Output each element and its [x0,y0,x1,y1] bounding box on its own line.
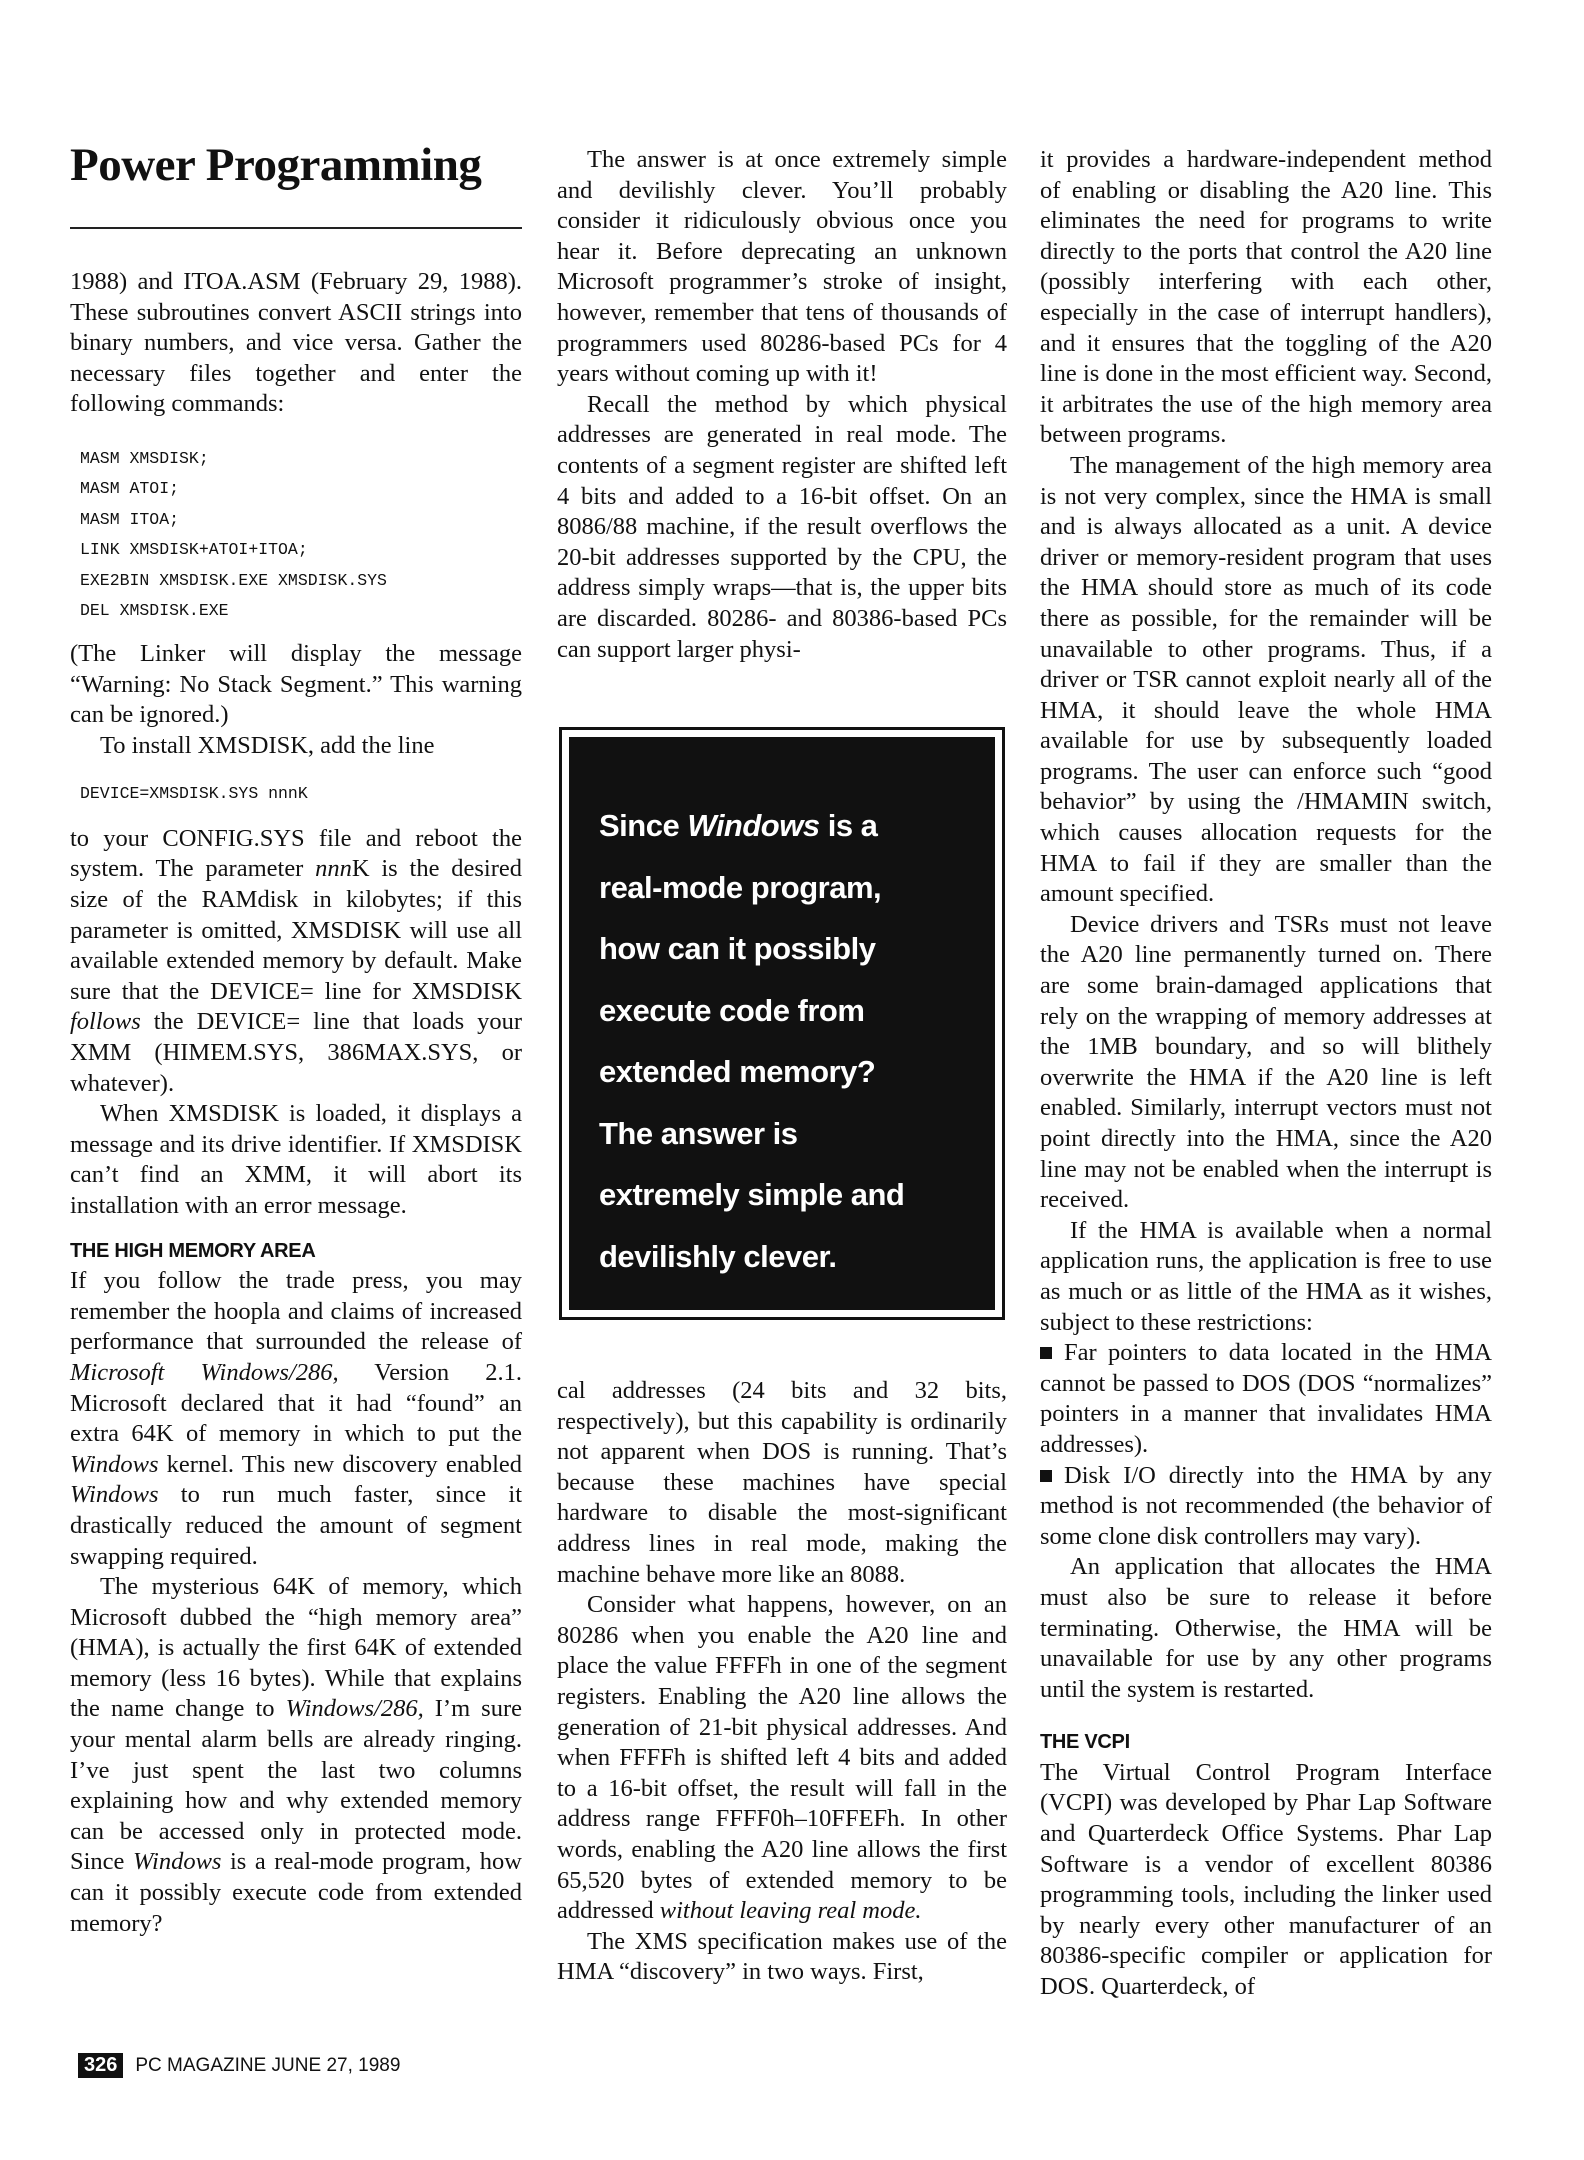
page-footer [78,2053,400,2078]
paragraph: The Virtual Control Program Interface (VCPI) was developed by Phar Lap Software and Quarterdeck Office Systems. Phar Lap Software is a vendor of excellent 80386 programming tools, including the linker used by nearly every other manufacturer of an 80386-specific compiler or application for DOS. Quarterdeck, of [1040,1758,1492,2001]
pull-quote-box [569,737,995,1310]
title-rule [70,227,522,229]
section-heading: THE VCPI [1040,1731,1130,1754]
code-line: EXE2BIN XMSDISK.EXE XMSDISK.SYS [80,570,387,590]
code-block [70,444,522,627]
paragraph: it provides a hardware-independent method of enabling or disabling the A20 line. This eliminates the need for programs to write directly to the ports that control the A20 line (possibly interfering with each other, especially in the case of interrupt handlers), and it ensures that the toggling of the A20 line is done in the most efficient way. Second, it arbitrates the use of the high memory area between programs. [1040,146,1492,449]
pull-quote-line: extended memory? [599,1054,876,1089]
pull-quote-line: The answer is [599,1115,798,1151]
paragraph: The answer is at once extremely simple and devilishly clever. You’ll probably consider it ridiculously obvious once you hear it. Before deprecating an unknown Microsoft programmer’s stroke of insight, however, remember that tens of thousands of programmers used 80286-based PCs for 4 years without coming up with it! [557,146,1007,388]
pull-quote-line: real-mode program, [599,869,882,905]
paragraph: When XMSDISK is loaded, it displays a message and its drive identifier. If XMSDISK can’t find an XMM, it will abort its installation with an error message. [70,1100,522,1219]
bullet-icon [1040,1347,1052,1359]
code-line: MASM XMSDISK; [80,448,209,468]
paragraph: Consider what happens, however, on an 80286 when you enable the A20 line and place the value FFFFh in one of the segment registers. Enabling the A20 line allows the generation of 21-bit physical addresses. And when FFFFh is shifted left 4 bits and added to a 16-bit offset, the result will fall in the address range FFFF0h–10FFEFh. In other words, enabling the A20 line allows the first 65,520 bytes of extended memory to be addressed without leaving real mode. [557,1591,1007,1925]
code-line: MASM ATOI; [80,479,180,499]
pull-quote-line: devilishly clever. [599,1238,837,1274]
device-line: DEVICE=XMSDISK.SYS nnnK [80,784,308,804]
pull-quote [559,727,1005,1320]
page-title: Power Programming [70,139,482,191]
code-line: DEL XMSDISK.EXE [80,601,229,621]
pull-quote-line: how can it possibly [599,931,876,966]
pull-quote-line: extremely simple and [599,1177,905,1212]
column-2-top [557,145,1007,665]
bullet-item: Disk I/O directly into the HMA by any method is not recommended (the behavior of some clone disk controllers may vary). [1040,1461,1492,1550]
column-3 [1040,145,1492,2003]
paragraph: 1988) and ITOA.ASM (February 29, 1988). These subroutines convert ASCII strings into binary numbers, and vice versa. Gather the necessary files together and enter the following commands: [70,268,522,418]
paragraph: The mysterious 64K of memory, which Microsoft dubbed the “high memory area” (HMA), is actually the first 64K of extended memory (less 16 bytes). While that explains the name change to Windows/286, I’m sure your mental alarm bells are already ringing. I’ve just spent the last two columns explaining how and why extended memory can be accessed only in protected mode. Since Windows is a real-mode program, how can it possibly execute code from extended memory? [70,1573,522,1937]
paragraph: If the HMA is available when a normal application runs, the application is free to use as much or as little of the HMA as it wishes, subject to these restrictions: [1040,1216,1492,1336]
paragraph: An application that allocates the HMA must also be sure to release it before terminating. Otherwise, the HMA will be unavailable for use by any other programs until the system is restarted. [1040,1553,1492,1703]
paragraph: The XMS specification makes use of the HMA “discovery” in two ways. First, [557,1927,1007,1986]
bullet-icon [1040,1470,1052,1482]
paragraph: To install XMSDISK, add the line [100,731,435,759]
page-number: 326 [78,2053,123,2078]
paragraph: (The Linker will display the message “Warning: No Stack Segment.” This warning can be ignored.) [70,639,522,729]
paragraph: cal addresses (24 bits and 32 bits, respectively), but this capability is ordinarily not apparent when DOS is running. That’s because these machines have special hardware to disable the most-significant address lines in real mode, making the machine behave more like an 8088. [557,1377,1007,1588]
bullet-item: Far pointers to data located in the HMA cannot be passed to DOS (DOS “normalizes” pointers in a manner that invalidates HMA addresses). [1040,1339,1492,1458]
paragraph: The management of the high memory area is not very complex, since the HMA is small and is always allocated as a unit. A device driver or memory-resident program that uses the HMA should store as much of its code there as possible, for the remainder will be unavailable to other programs. Thus, if a driver or TSR cannot exploit nearly all of the HMA, it should leave the whole HMA available for use by subsequently loaded programs. The user can enforce such “good behavior” by using the /HMAMIN switch, which causes allocation requests for the HMA to fail if they are smaller than the amount specified. [1040,451,1492,908]
code-line: LINK XMSDISK+ATOI+ITOA; [80,540,308,560]
paragraph: to your CONFIG.SYS file and reboot the system. The parameter nnnK is the desired size of the RAMdisk in kilobytes; if this parameter is omitted, XMSDISK will use all available extended memory by default. Make sure that the DEVICE= line for XMSDISK follows the DEVICE= line that loads your XMM (HIMEM.SYS, 386MAX.SYS, or whatever). [70,824,522,1097]
section-heading: THE HIGH MEMORY AREA [70,1239,316,1262]
paragraph: Recall the method by which physical addresses are generated in real mode. The contents of a segment register are shifted left 4 bits and added to a 16-bit offset. On an 8086/88 machine, if the result overflows the 20-bit addresses supported by the CPU, the address simply wraps—that is, the upper bits are discarded. 80286- and 80386-based PCs can support larger physi- [557,390,1007,663]
paragraph: If you follow the trade press, you may remember the hoopla and claims of increased performance that surrounded the release of Microsoft Windows/286, Version 2.1. Microsoft declared that it had “found” an extra 64K of memory in which to put the Windows kernel. This new discovery enabled Windows to run much faster, since it drastically reduced the amount of segment swapping required. [70,1267,522,1570]
footer-text: PC MAGAZINE JUNE 27, 1989 [135,2054,401,2076]
column-1 [70,267,522,1939]
column-2-bottom [557,1376,1007,1988]
pull-quote-line: execute code from [599,992,865,1028]
paragraph: Device drivers and TSRs must not leave the A20 line permanently turned on. There are some brain-damaged applications that rely on the wrapping of memory addresses at the 1MB boundary, and so will blithely overwrite the HMA if the A20 line is left enabled. Similarly, interrupt vectors must not point directly into the HMA, since the A20 line may not be enabled when the interrupt is received. [1040,910,1492,1214]
code-line: MASM ITOA; [80,509,180,529]
pull-quote-line: Since Windows is a [599,808,878,843]
